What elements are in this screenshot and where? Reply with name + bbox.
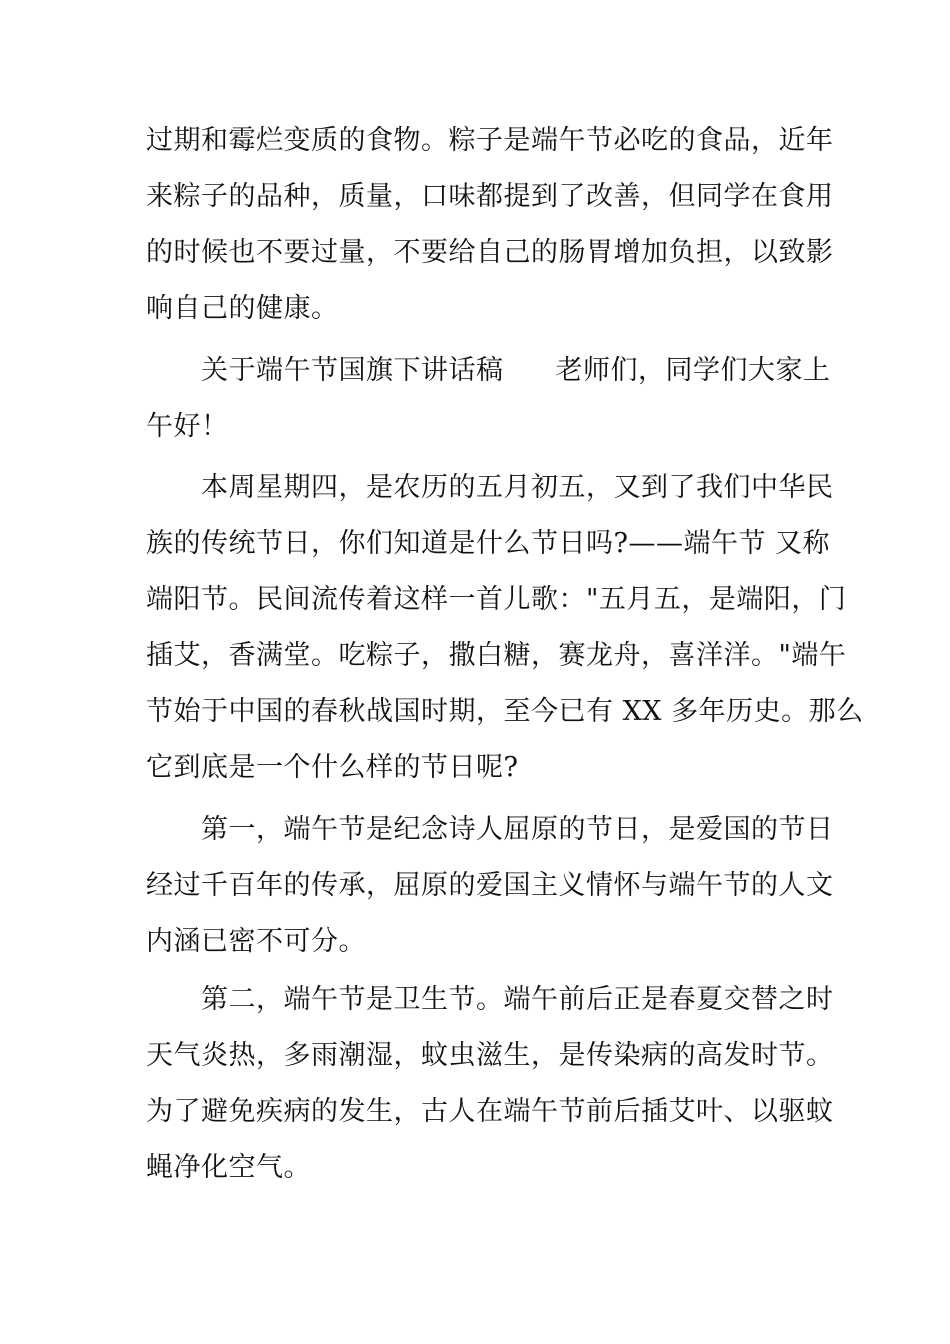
text-line: 节始于中国的春秋战国时期，至今已有 XX 多年历史。那么: [146, 696, 864, 727]
text-line: 过期和霉烂变质的食物。粽子是端午节必吃的食品，近年: [146, 125, 834, 156]
text-line: 它到底是一个什么样的节日呢?: [146, 752, 519, 783]
paragraph-speech-greeting: [146, 343, 831, 455]
speech-title: 关于端午节国旗下讲话稿: [201, 355, 504, 386]
text-line: 午好！: [146, 411, 229, 442]
text-line: 插艾，香满堂。吃粽子，撒白糖，赛龙舟，喜洋洋。"端午: [146, 640, 847, 671]
text-line: 第一，端午节是纪念诗人屈原的节日，是爱国的节日: [201, 814, 834, 845]
text-line: [146, 343, 831, 399]
text-line: 第二，端午节是卫生节。端午前后正是春夏交替之时: [201, 984, 834, 1015]
paragraph-food-safety: [146, 113, 834, 337]
text-line: 响自己的健康。: [146, 293, 339, 324]
text-line: 蝇净化空气。: [146, 1152, 311, 1183]
text-line: 族的传统节日，你们知道是什么节日吗?——端午节 又称: [146, 528, 831, 559]
greeting-text: 老师们，同学们大家上: [555, 355, 831, 386]
text-line: 经过千百年的传承，屈原的爱国主义情怀与端午节的人文: [146, 870, 834, 901]
text-line: 本周星期四，是农历的五月初五，又到了我们中华民: [201, 472, 834, 503]
text-line: 来粽子的品种，质量，口味都提到了改善，但同学在食用: [146, 181, 834, 212]
paragraph-first-point: [146, 802, 834, 970]
paragraph-festival-intro: [146, 460, 864, 796]
text-line: 内涵已密不可分。: [146, 926, 366, 957]
text-line: 天气炎热，多雨潮湿，蚊虫滋生，是传染病的高发时节。: [146, 1040, 834, 1071]
text-line: 的时候也不要过量，不要给自己的肠胃增加负担，以致影: [146, 237, 834, 268]
paragraph-second-point: [146, 972, 834, 1196]
text-line: 为了避免疾病的发生，古人在端午节前后插艾叶、以驱蚊: [146, 1096, 834, 1127]
text-line: 端阳节。民间流传着这样一首儿歌："五月五，是端阳，门: [146, 584, 847, 615]
